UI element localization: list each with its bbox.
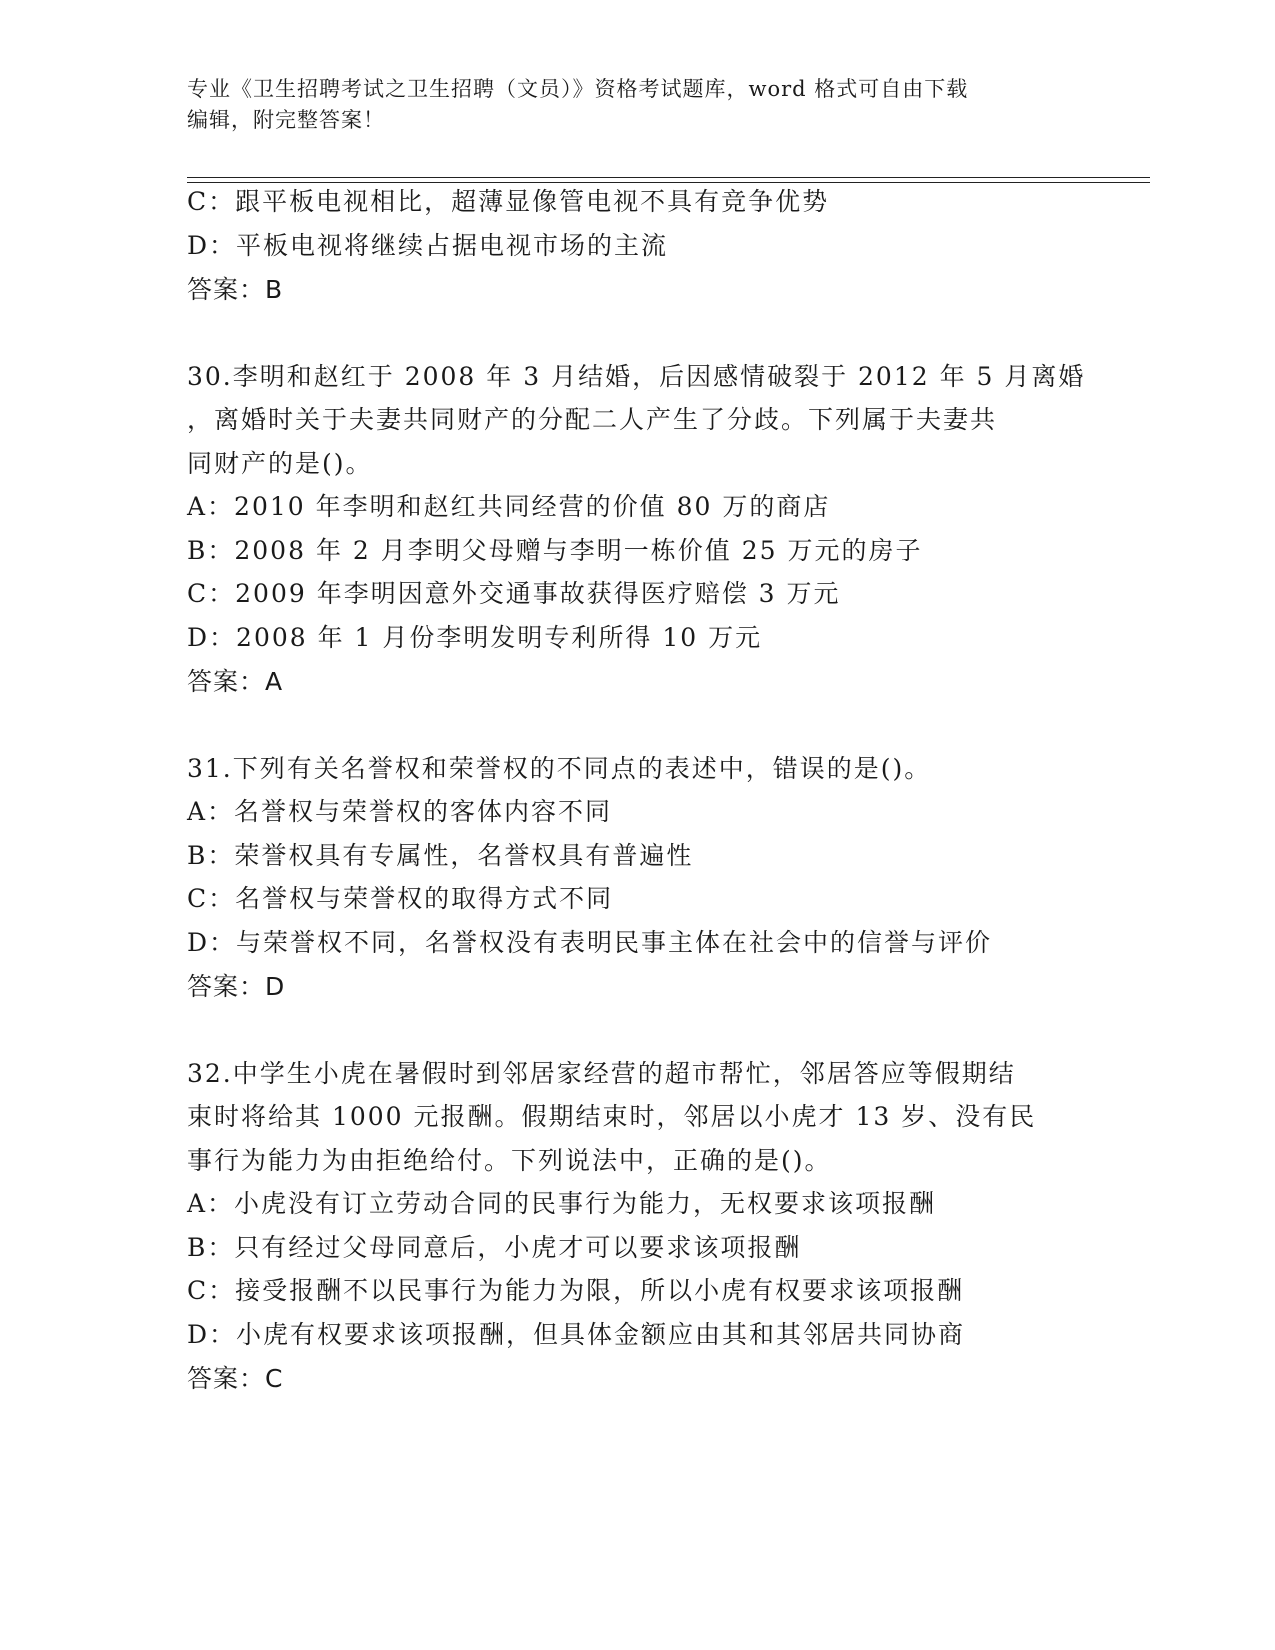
header-line-2: 编辑，附完整答案！ (187, 108, 385, 132)
q32-option-a: A：小虎没有订立劳动合同的民事行为能力，无权要求该项报酬 (187, 1189, 937, 1218)
q32-stem-line-2: 束时将给其 1000 元报酬。假期结束时，邻居以小虎才 13 岁、没有民 (187, 1102, 1037, 1131)
prev-option-d: D：平板电视将继续占据电视市场的主流 (187, 231, 669, 260)
q32-option-b: B：只有经过父母同意后，小虎才可以要求该项报酬 (187, 1233, 802, 1262)
q32-option-c: C：接受报酬不以民事行为能力为限，所以小虎有权要求该项报酬 (187, 1276, 965, 1305)
document-header (187, 74, 1067, 136)
prev-answer: 答案：B (187, 275, 284, 304)
q30-stem-line-1: 30.李明和赵红于 2008 年 3 月结婚，后因感情破裂于 2012 年 5 月离婚 (187, 362, 1086, 391)
q31-option-c: C：名誉权与荣誉权的取得方式不同 (187, 884, 614, 913)
q30-stem-line-2: ，离婚时关于夫妻共同财产的分配二人产生了分歧。下列属于夫妻共 (187, 405, 998, 434)
q30-option-a: A：2010 年李明和赵红共同经营的价值 80 万的商店 (187, 492, 831, 521)
q32-option-d: D：小虎有权要求该项报酬，但具体金额应由其和其邻居共同协商 (187, 1320, 966, 1349)
q31-option-b: B：荣誉权具有专属性，名誉权具有普遍性 (187, 841, 694, 870)
q30-option-c: C：2009 年李明因意外交通事故获得医疗赔偿 3 万元 (187, 579, 841, 608)
q32-answer: 答案：C (187, 1364, 284, 1393)
q32-stem-line-1: 32.中学生小虎在暑假时到邻居家经营的超市帮忙，邻居答应等假期结 (187, 1059, 1016, 1088)
q31-answer: 答案：D (187, 972, 286, 1001)
q30-option-b: B：2008 年 2 月李明父母赠与李明一栋价值 25 万元的房子 (187, 536, 923, 565)
q31-stem-line-1: 31.下列有关名誉权和荣誉权的不同点的表述中，错误的是()。 (187, 754, 932, 783)
q31-option-a: A：名誉权与荣誉权的客体内容不同 (187, 797, 613, 826)
q30-answer: 答案：A (187, 667, 284, 696)
header-divider (187, 177, 1150, 183)
q30-option-d: D：2008 年 1 月份李明发明专利所得 10 万元 (187, 623, 763, 652)
q32-stem-line-3: 事行为能力为由拒绝给付。下列说法中，正确的是()。 (187, 1146, 832, 1175)
q30-stem-line-3: 同财产的是()。 (187, 449, 373, 478)
header-line-1: 专业《卫生招聘考试之卫生招聘（文员）》资格考试题库，word 格式可自由下载 (187, 77, 969, 101)
prev-option-c: C：跟平板电视相比，超薄显像管电视不具有竞争优势 (187, 187, 830, 216)
q31-option-d: D：与荣誉权不同，名誉权没有表明民事主体在社会中的信誉与评价 (187, 928, 993, 957)
